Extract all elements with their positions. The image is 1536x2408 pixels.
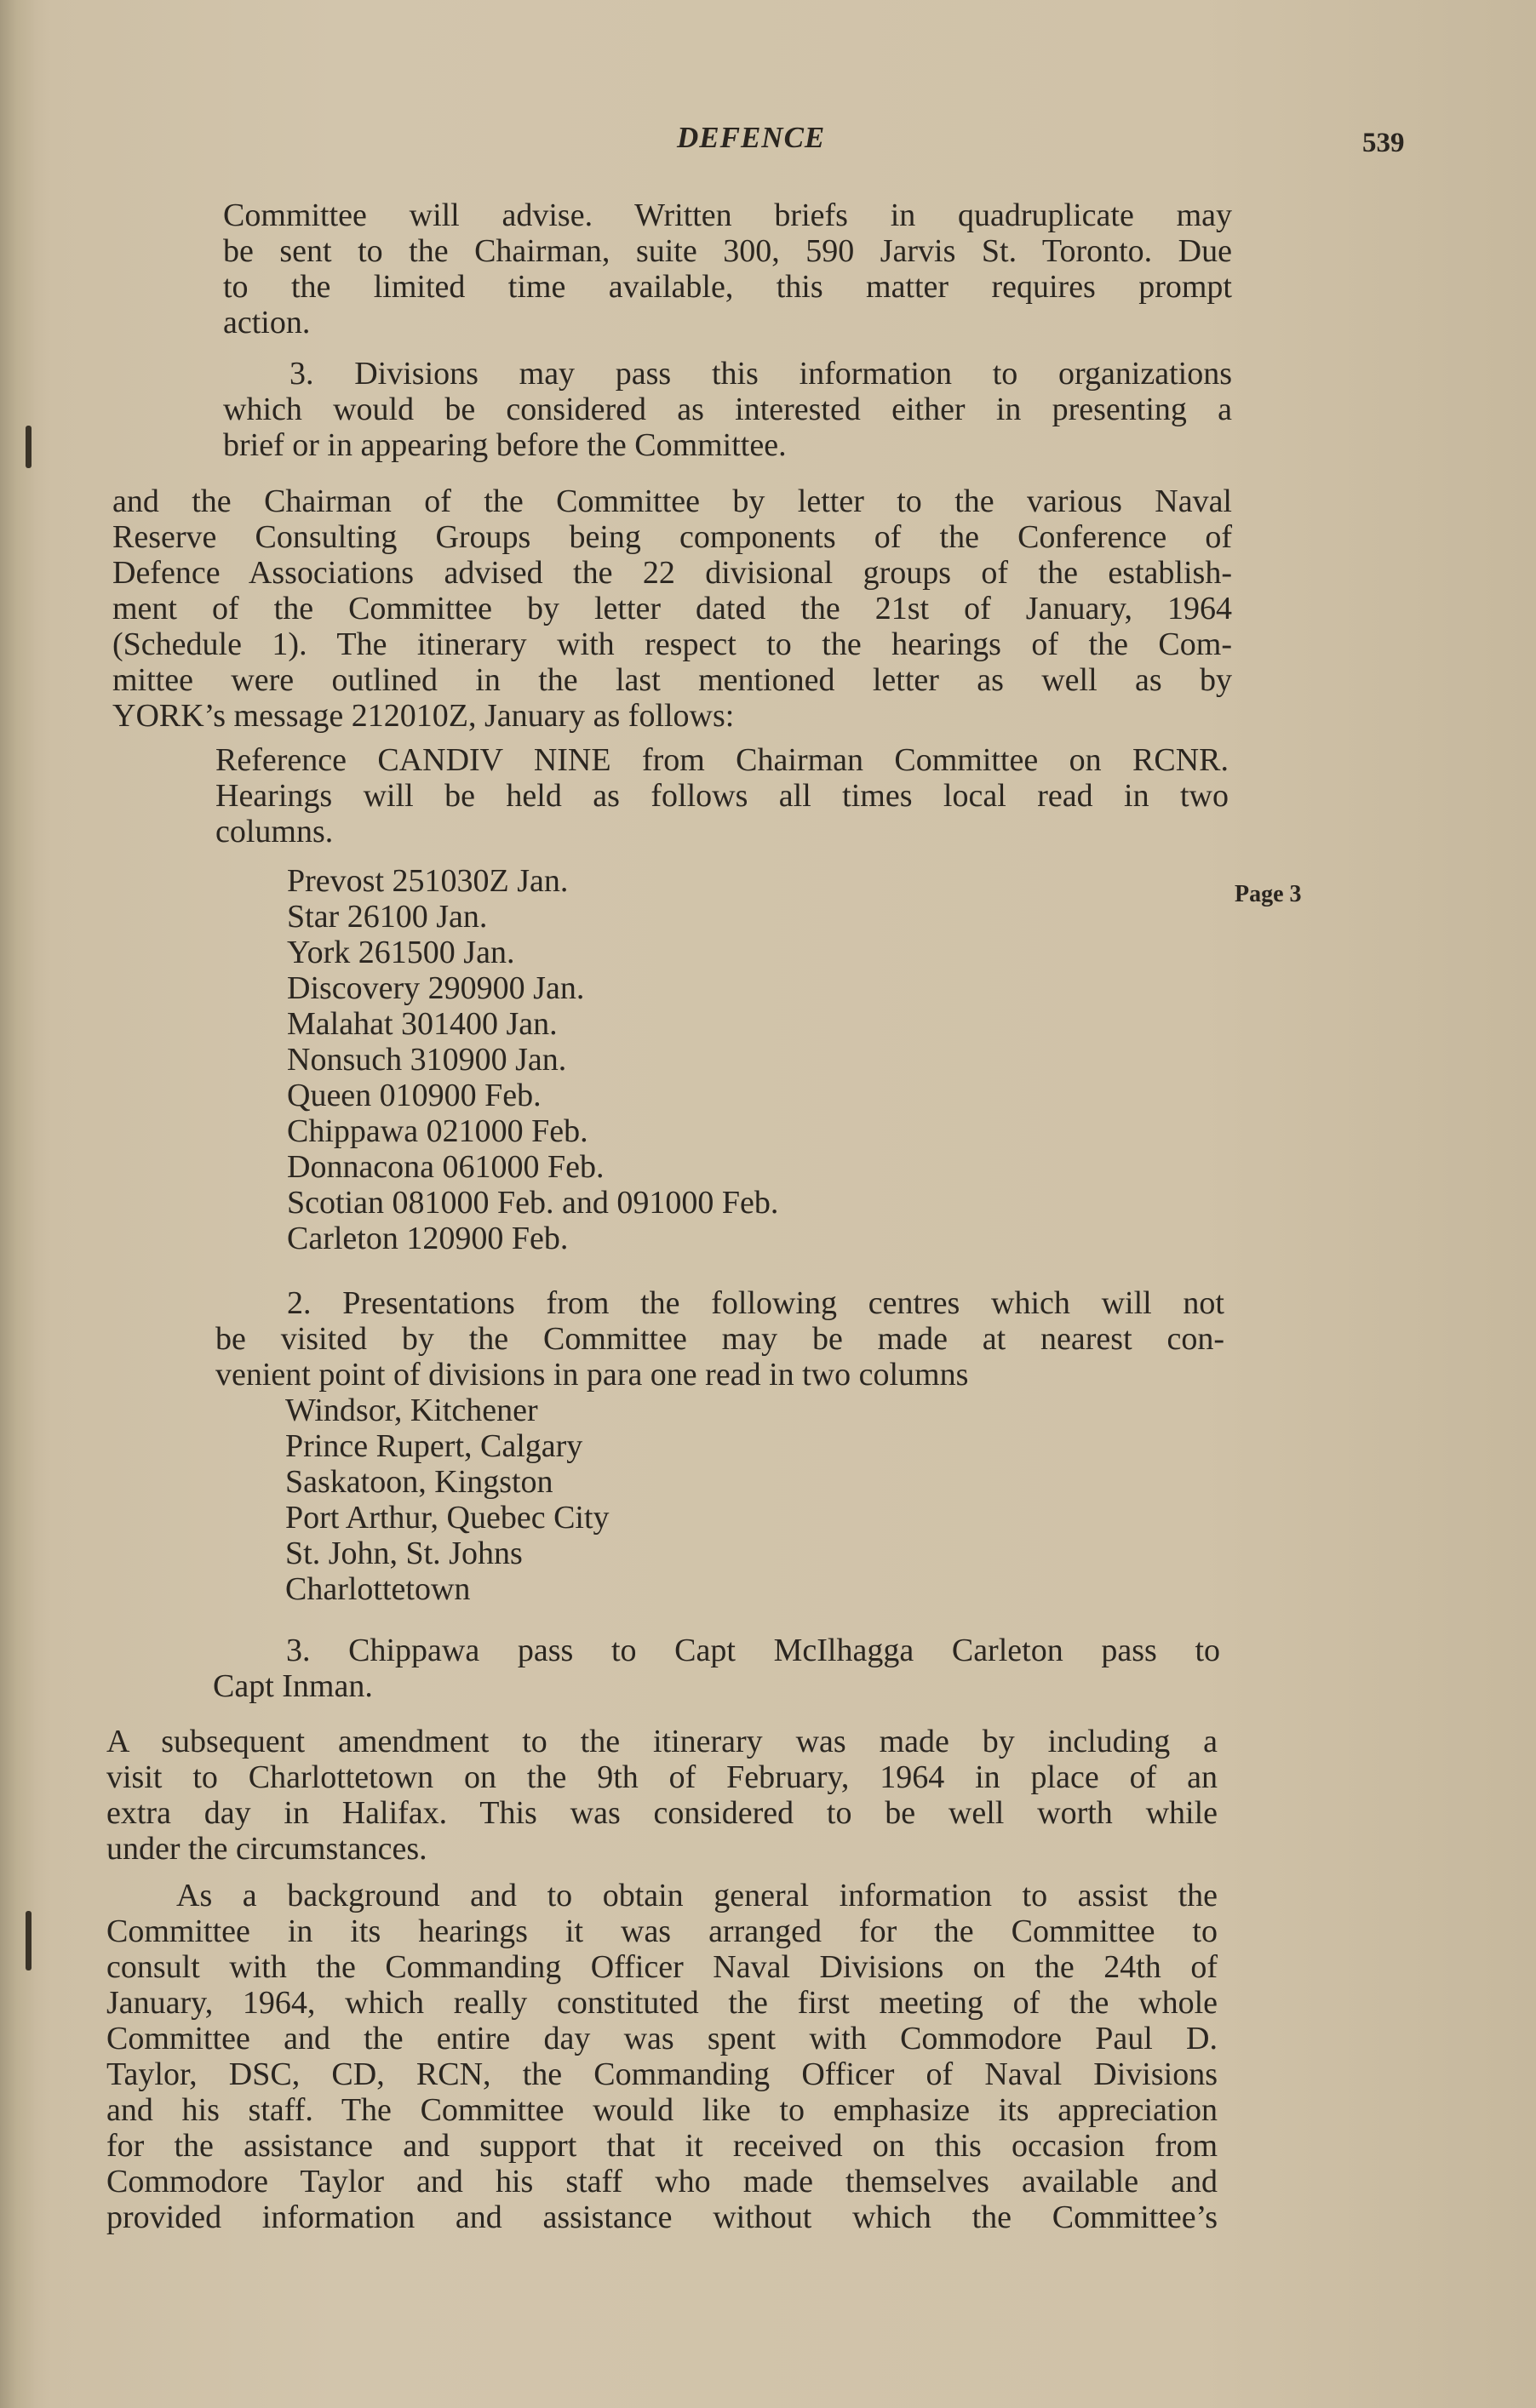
text-line: extra day in Halifax. This was considered to be well worth while bbox=[106, 1795, 1218, 1831]
schedule-list bbox=[287, 863, 778, 1256]
text-line: Committee will advise. Written briefs in quadruplicate may bbox=[223, 197, 1232, 233]
text-line: Defence Associations advised the 22 divisional groups of the establish- bbox=[112, 555, 1232, 591]
binding-mark bbox=[26, 1911, 32, 1970]
text-line: YORK’s message 212010Z, January as follows: bbox=[112, 698, 735, 734]
quoted-paragraph bbox=[223, 197, 1232, 340]
centre-item: St. John, St. Johns bbox=[285, 1536, 523, 1571]
message-paragraph bbox=[213, 1633, 1220, 1704]
text-line: be sent to the Chairman, suite 300, 590 Jarvis St. Toronto. Due bbox=[223, 233, 1232, 269]
text-line: columns. bbox=[215, 814, 334, 849]
schedule-item: Donnacona 061000 Feb. bbox=[287, 1149, 605, 1185]
text-line: January, 1964, which really constituted the first meeting of the whole bbox=[106, 1985, 1218, 2021]
text-line: (Schedule 1). The itinerary with respect to the hearings of the Com- bbox=[112, 626, 1232, 662]
margin-note: Page 3 bbox=[1235, 881, 1302, 907]
text-line: Hearings will be held as follows all times local read in two bbox=[215, 778, 1229, 814]
schedule-item: Discovery 290900 Jan. bbox=[287, 970, 585, 1006]
schedule-item: Malahat 301400 Jan. bbox=[287, 1006, 558, 1042]
centre-item: Port Arthur, Quebec City bbox=[285, 1500, 610, 1536]
text-line: mittee were outlined in the last mentioned letter as well as by bbox=[112, 662, 1232, 698]
message-paragraph bbox=[215, 1285, 1224, 1393]
text-line: and his staff. The Committee would like to emphasize its appreciation bbox=[106, 2092, 1218, 2128]
schedule-item: Nonsuch 310900 Jan. bbox=[287, 1042, 567, 1078]
quoted-paragraph bbox=[223, 356, 1232, 463]
schedule-item: Star 26100 Jan. bbox=[287, 899, 488, 935]
text-line: be visited by the Committee may be made at nearest con- bbox=[215, 1321, 1224, 1357]
text-line: Capt Inman. bbox=[213, 1668, 373, 1704]
text-line: visit to Charlottetown on the 9th of February, 1964 in place of an bbox=[106, 1759, 1218, 1795]
schedule-item: York 261500 Jan. bbox=[287, 935, 515, 970]
text-line: action. bbox=[223, 305, 311, 340]
text-line: provided information and assistance without which the Committee’s bbox=[106, 2199, 1218, 2235]
centre-item: Saskatoon, Kingston bbox=[285, 1464, 553, 1500]
page-number: 539 bbox=[1362, 128, 1405, 158]
body-paragraph bbox=[106, 1878, 1218, 2235]
centres-list bbox=[285, 1393, 610, 1607]
text-line: As a background and to obtain general information to assist the bbox=[176, 1878, 1218, 1913]
text-line: Reference CANDIV NINE from Chairman Committee on RCNR. bbox=[215, 742, 1229, 778]
text-line: A subsequent amendment to the itinerary was made by including a bbox=[106, 1724, 1218, 1759]
text-line: Taylor, DSC, CD, RCN, the Commanding Officer of Naval Divisions bbox=[106, 2056, 1218, 2092]
text-line: brief or in appearing before the Committee. bbox=[223, 427, 787, 463]
message-intro bbox=[215, 742, 1229, 849]
text-line: Reserve Consulting Groups being components of the Conference of bbox=[112, 519, 1232, 555]
text-line: ment of the Committee by letter dated the 21st of January, 1964 bbox=[112, 591, 1232, 626]
body-paragraph bbox=[106, 1724, 1218, 1867]
text-line: 3. Divisions may pass this information to organizations bbox=[289, 356, 1232, 392]
schedule-item: Scotian 081000 Feb. and 091000 Feb. bbox=[287, 1185, 779, 1221]
text-line: which would be considered as interested either in presenting a bbox=[223, 392, 1232, 427]
text-line: for the assistance and support that it received on this occasion from bbox=[106, 2128, 1218, 2164]
text-line: 2. Presentations from the following centres which will not bbox=[287, 1285, 1224, 1321]
text-line: Commodore Taylor and his staff who made themselves available and bbox=[106, 2164, 1218, 2199]
text-line: under the circumstances. bbox=[106, 1831, 427, 1867]
text-line: venient point of divisions in para one read in two columns bbox=[215, 1357, 969, 1393]
schedule-item: Chippawa 021000 Feb. bbox=[287, 1113, 588, 1149]
centre-item: Charlottetown bbox=[285, 1571, 471, 1607]
running-title: DEFENCE bbox=[677, 121, 826, 154]
text-line: Committee in its hearings it was arranged for the Committee to bbox=[106, 1913, 1218, 1949]
schedule-item: Prevost 251030Z Jan. bbox=[287, 863, 569, 899]
binding-mark bbox=[26, 426, 32, 468]
text-line: 3. Chippawa pass to Capt McIlhagga Carleton pass to bbox=[286, 1633, 1220, 1668]
schedule-item: Carleton 120900 Feb. bbox=[287, 1221, 569, 1256]
text-line: and the Chairman of the Committee by letter to the various Naval bbox=[112, 483, 1232, 519]
body-paragraph bbox=[112, 483, 1232, 734]
schedule-item: Queen 010900 Feb. bbox=[287, 1078, 542, 1113]
centre-item: Windsor, Kitchener bbox=[285, 1393, 538, 1428]
centre-item: Prince Rupert, Calgary bbox=[285, 1428, 583, 1464]
text-line: consult with the Commanding Officer Naval Divisions on the 24th of bbox=[106, 1949, 1218, 1985]
text-line: to the limited time available, this matter requires prompt bbox=[223, 269, 1232, 305]
book-spine-shadow bbox=[0, 0, 34, 2408]
text-line: Committee and the entire day was spent with Commodore Paul D. bbox=[106, 2021, 1218, 2056]
